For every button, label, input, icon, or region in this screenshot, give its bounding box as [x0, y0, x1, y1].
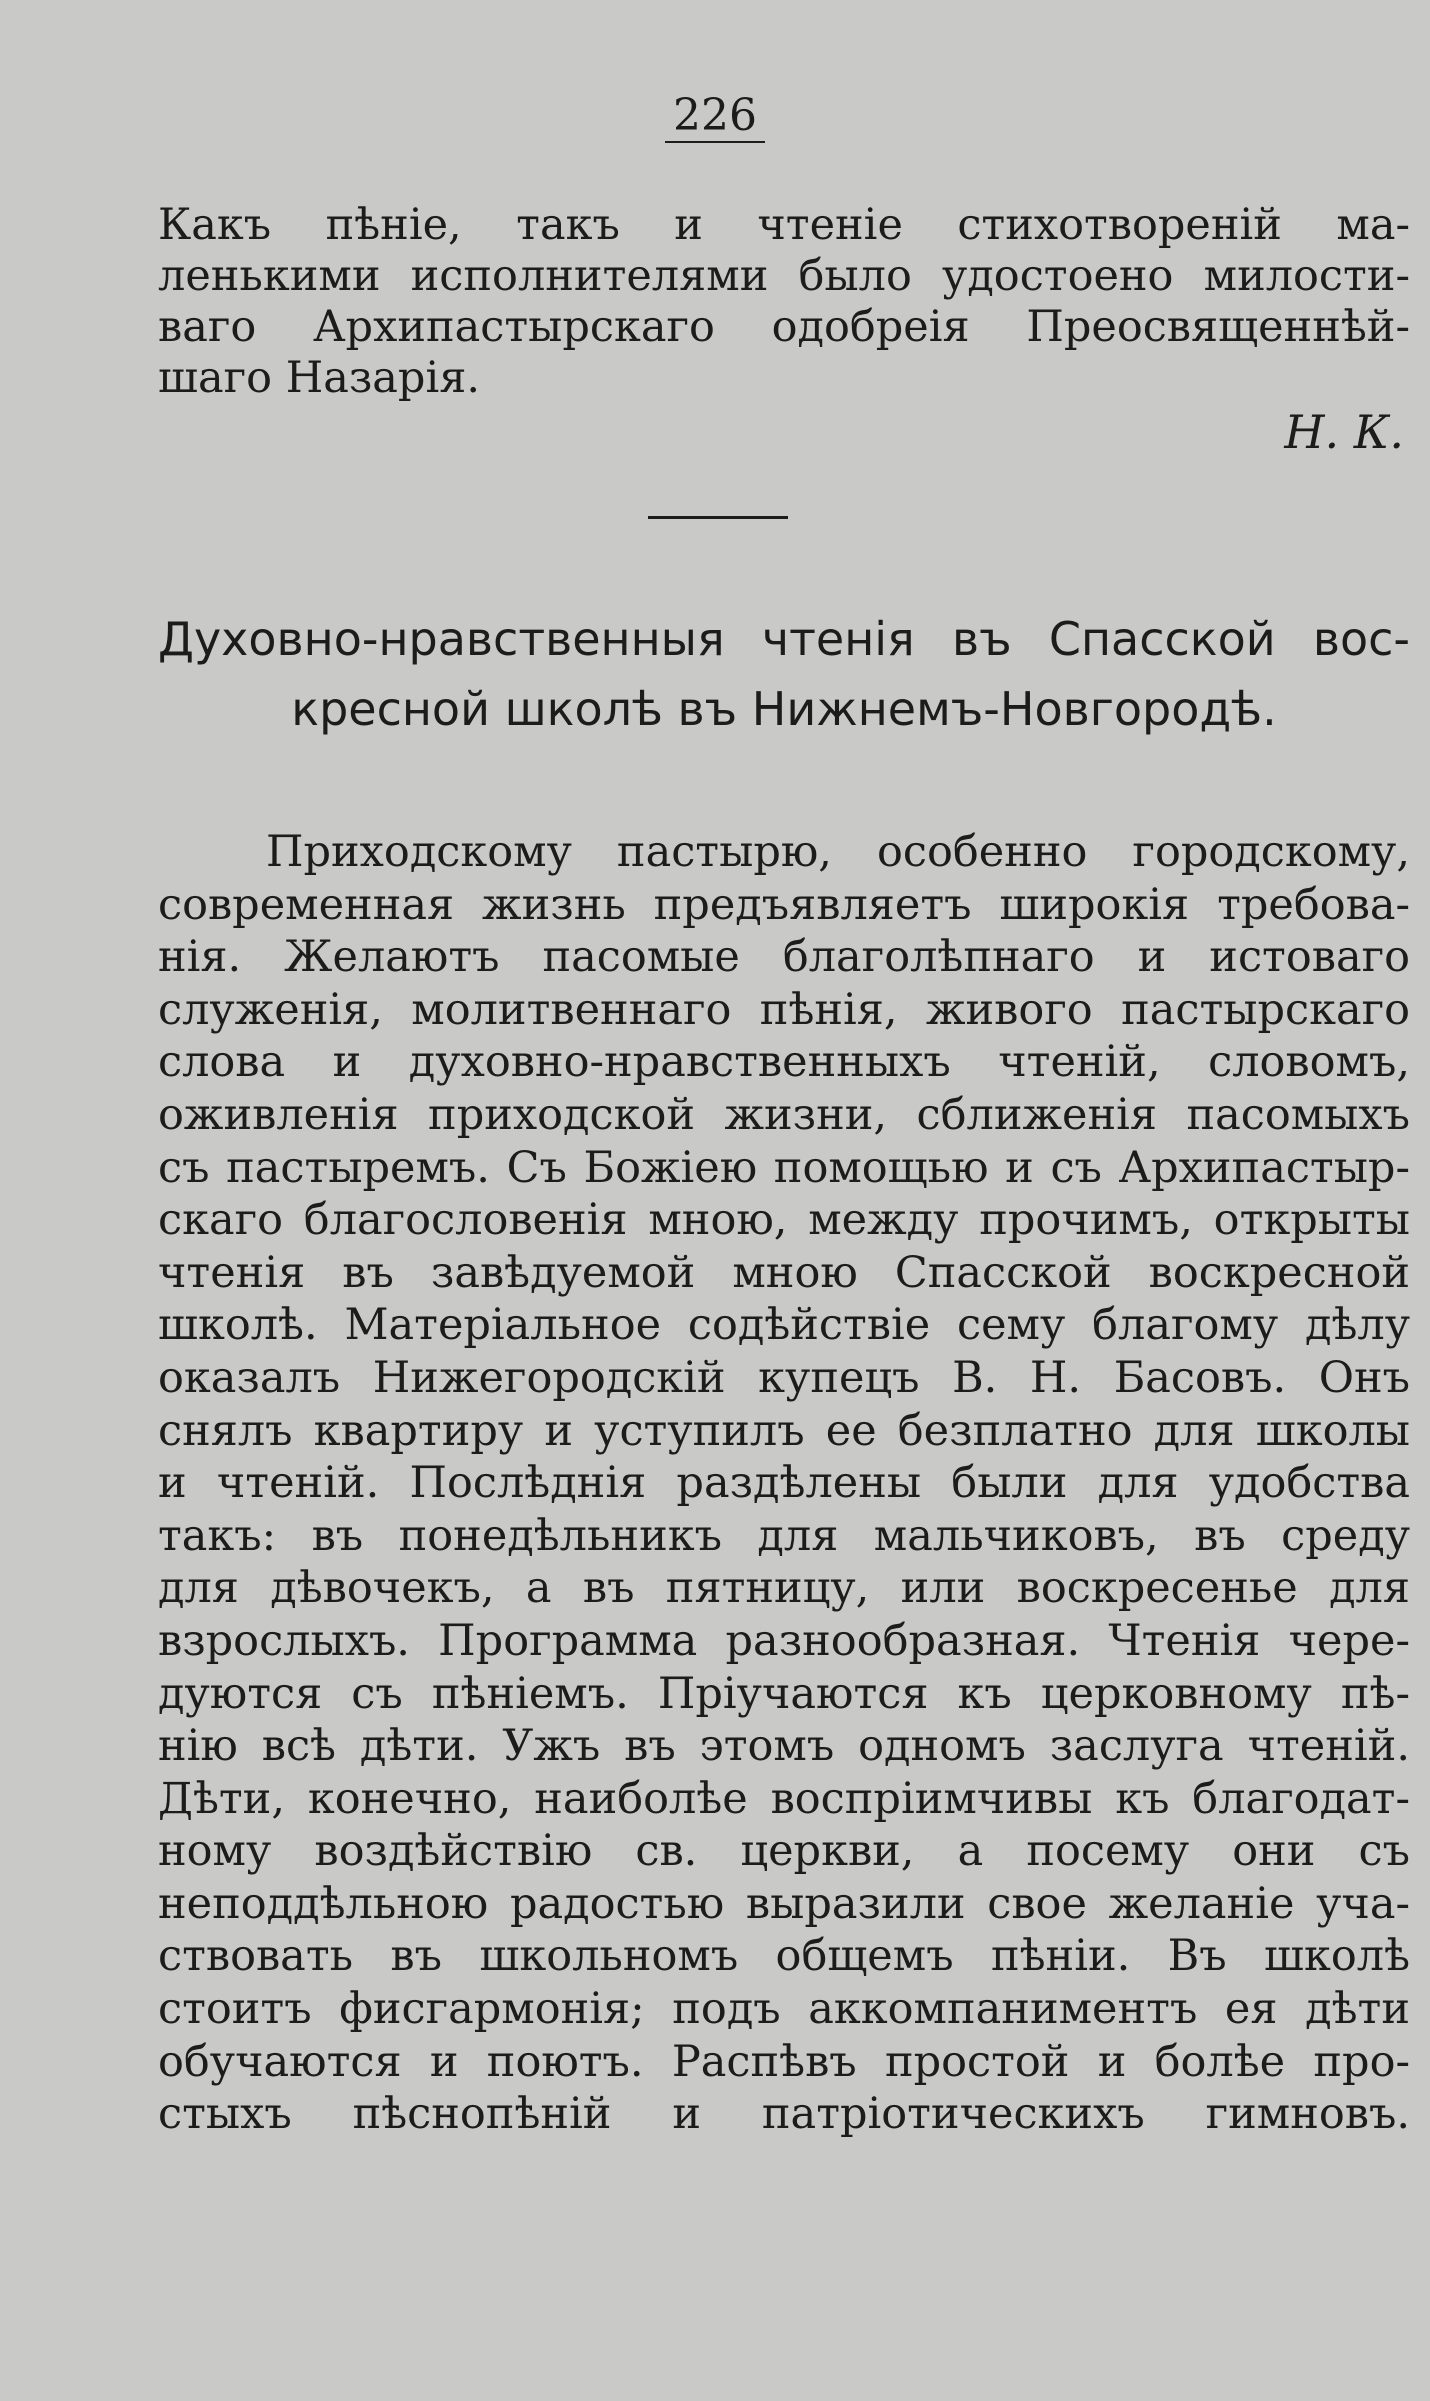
author-signature: Н. К. [1284, 405, 1404, 459]
heading-line: кресной школѣ въ Нижнемъ-Новгородѣ. [291, 682, 1277, 736]
text-line: Приходскому пастырю, особенно городскому, [266, 827, 1410, 877]
text-line: для дѣвочекъ, а въ пятницу, или воскресенье для [158, 1563, 1410, 1614]
text-line: Какъ пѣніе, такъ и чтеніе стихотвореній ма- [158, 200, 1410, 250]
text-line: слова и духовно-нравственныхъ чтеній, словомъ, [158, 1037, 1410, 1088]
text-line: ленькими исполнителями было удостоено милости- [158, 251, 1410, 301]
text-line: ному воздѣйствію св. церкви, а посему они съ [158, 1826, 1410, 1877]
text-line: шаго Назарія. [158, 353, 480, 403]
text-line: нія. Желаютъ пасомые благолѣпнаго и истоваго [158, 932, 1410, 983]
text-line: стыхъ пѣснопѣній и патріотическихъ гимновъ. [158, 2089, 1410, 2140]
text-line: служенія, молитвеннаго пѣнія, живого пастырскаго [158, 984, 1410, 1035]
closing-paragraph [158, 200, 1410, 404]
text-line: обучаются и поютъ. Распѣвъ простой и болѣе про- [158, 2036, 1410, 2087]
text-line: дуются съ пѣніемъ. Пріучаются къ церковному пѣ- [158, 1668, 1410, 1719]
text-line: ваго Архипастырскаго одобреія Преосвященнѣй- [158, 302, 1410, 352]
text-line: взрослыхъ. Программа разнообразная. Чтенія чере- [158, 1615, 1410, 1666]
text-line: оживленія приходской жизни, сближенія пасомыхъ [158, 1089, 1410, 1140]
text-line: Дѣти, конечно, наиболѣе воспріимчивы къ благодат- [158, 1773, 1410, 1824]
heading-line: Духовно-нравственныя чтенія въ Спасской вос- [158, 612, 1410, 666]
section-heading [158, 604, 1410, 744]
article-body [158, 826, 1410, 2141]
text-line: современная жизнь предъявляетъ широкія требова- [158, 879, 1410, 930]
text-line: такъ: въ понедѣльникъ для мальчиковъ, въ среду [158, 1510, 1410, 1561]
text-line: нію всѣ дѣти. Ужъ въ этомъ одномъ заслуга чтеній. [158, 1721, 1410, 1772]
page-number: 226 [0, 88, 1430, 144]
text-line: снялъ квартиру и уступилъ ее безплатно для школы [158, 1405, 1410, 1456]
text-line: стоитъ фисгармонія; подъ аккомпаниментъ ея дѣти [158, 1984, 1410, 2035]
section-divider [648, 516, 788, 519]
text-line: школѣ. Матеріальное содѣйствіе сему благому дѣлу [158, 1300, 1410, 1351]
text-line: скаго благословенія мною, между прочимъ, открыты [158, 1195, 1410, 1246]
text-line: ствовать въ школьномъ общемъ пѣніи. Въ школѣ [158, 1931, 1410, 1982]
text-line: и чтеній. Послѣднія раздѣлены были для удобства [158, 1458, 1410, 1509]
text-line: съ пастыремъ. Съ Божіею помощью и съ Архипастыр- [158, 1142, 1410, 1193]
text-line: оказалъ Нижегородскій купецъ В. Н. Басовъ. Онъ [158, 1352, 1410, 1403]
text-line: чтенія въ завѣдуемой мною Спасской воскресной [158, 1247, 1410, 1298]
text-line: неподдѣльною радостью выразили свое желаніе уча- [158, 1878, 1410, 1929]
